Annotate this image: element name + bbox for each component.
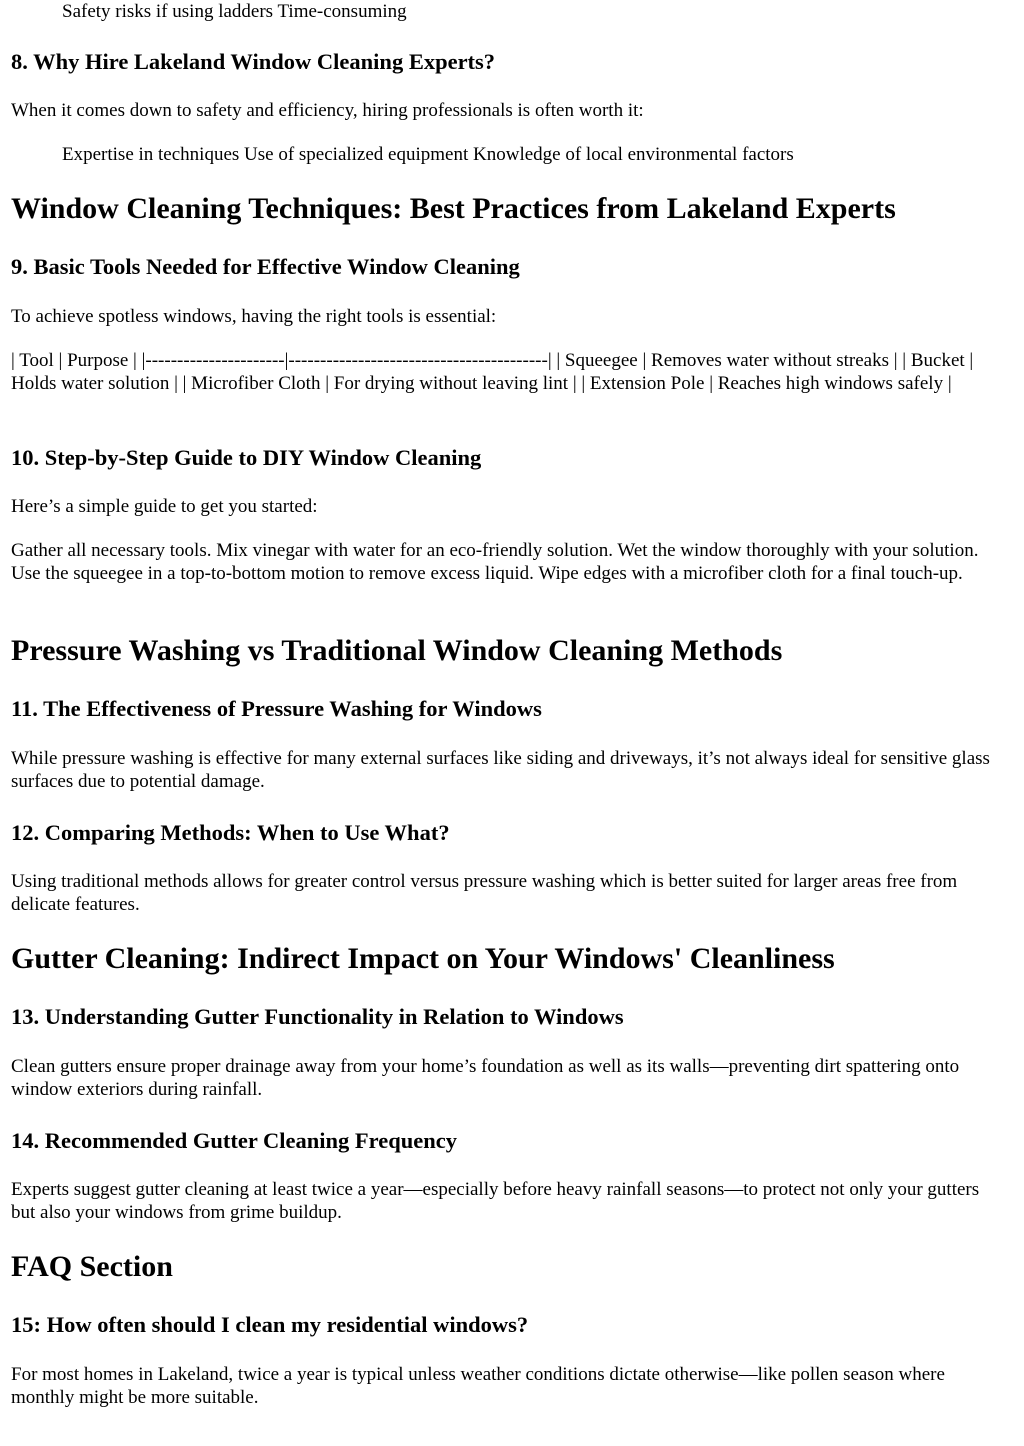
section-11-heading: 11. The Effectiveness of Pressure Washing for Windows: [11, 696, 542, 721]
section-9-intro: To achieve spotless windows, having the right tools is essential:: [11, 306, 497, 327]
section-13-body: Clean gutters ensure proper drainage away from your home’s foundation as well as its walls—preventing dirt spattering onto window exteriors during rainfall.: [11, 1056, 960, 1100]
faq-heading: FAQ Section: [11, 1250, 173, 1283]
section-8-list: Expertise in techniques Use of specialized equipment Knowledge of local environmental factors: [62, 144, 794, 165]
section-12-heading: 12. Comparing Methods: When to Use What?: [11, 820, 450, 845]
section-14-body: Experts suggest gutter cleaning at least twice a year—especially before heavy rainfall seasons—to protect not only your gutters but also your windows from grime buildup.: [11, 1179, 980, 1223]
pressure-heading: Pressure Washing vs Traditional Window Cleaning Methods: [11, 634, 783, 667]
section-10-heading: 10. Step-by-Step Guide to DIY Window Cleaning: [11, 445, 482, 470]
faq-15-heading: 15: How often should I clean my residential windows?: [11, 1312, 529, 1337]
section-13-heading: 13. Understanding Gutter Functionality in Relation to Windows: [11, 1004, 624, 1029]
list-item-top: Safety risks if using ladders Time-consuming: [62, 1, 407, 22]
faq-15-body: For most homes in Lakeland, twice a year is typical unless weather conditions dictate otherwise—like pollen season where monthly might be more suitable.: [11, 1364, 945, 1408]
section-10-steps: Gather all necessary tools. Mix vinegar with water for an eco-friendly solution. Wet the window thoroughly with your solution. Use the squeegee in a top-to-bottom motion to remove excess liquid. Wipe edges with a microfiber cloth for a final touch-up.: [11, 540, 979, 584]
section-11-body: While pressure washing is effective for many external surfaces like siding and driveways, it’s not always ideal for sensitive glass surfaces due to potential damage.: [11, 748, 990, 792]
gutter-heading: Gutter Cleaning: Indirect Impact on Your Windows' Cleanliness: [11, 942, 835, 975]
section-14-heading: 14. Recommended Gutter Cleaning Frequency: [11, 1128, 458, 1153]
section-8-heading: 8. Why Hire Lakeland Window Cleaning Experts?: [11, 49, 496, 74]
section-10-intro: Here’s a simple guide to get you started:: [11, 496, 318, 517]
section-8-intro: When it comes down to safety and efficiency, hiring professionals is often worth it:: [11, 100, 644, 121]
techniques-heading: Window Cleaning Techniques: Best Practices from Lakeland Experts: [11, 192, 896, 225]
tools-table-text: | Tool | Purpose | |----------------------|-----------------------------------------| | Squeegee | Removes water without streaks | | Bucket | Holds water solution | | Microfiber Cloth | For drying without leaving lint | | Extension Pole | Reaches high windows safely |: [11, 350, 974, 394]
section-12-body: Using traditional methods allows for greater control versus pressure washing which is better suited for larger areas free from delicate features.: [11, 871, 958, 915]
section-9-heading: 9. Basic Tools Needed for Effective Window Cleaning: [11, 254, 520, 279]
